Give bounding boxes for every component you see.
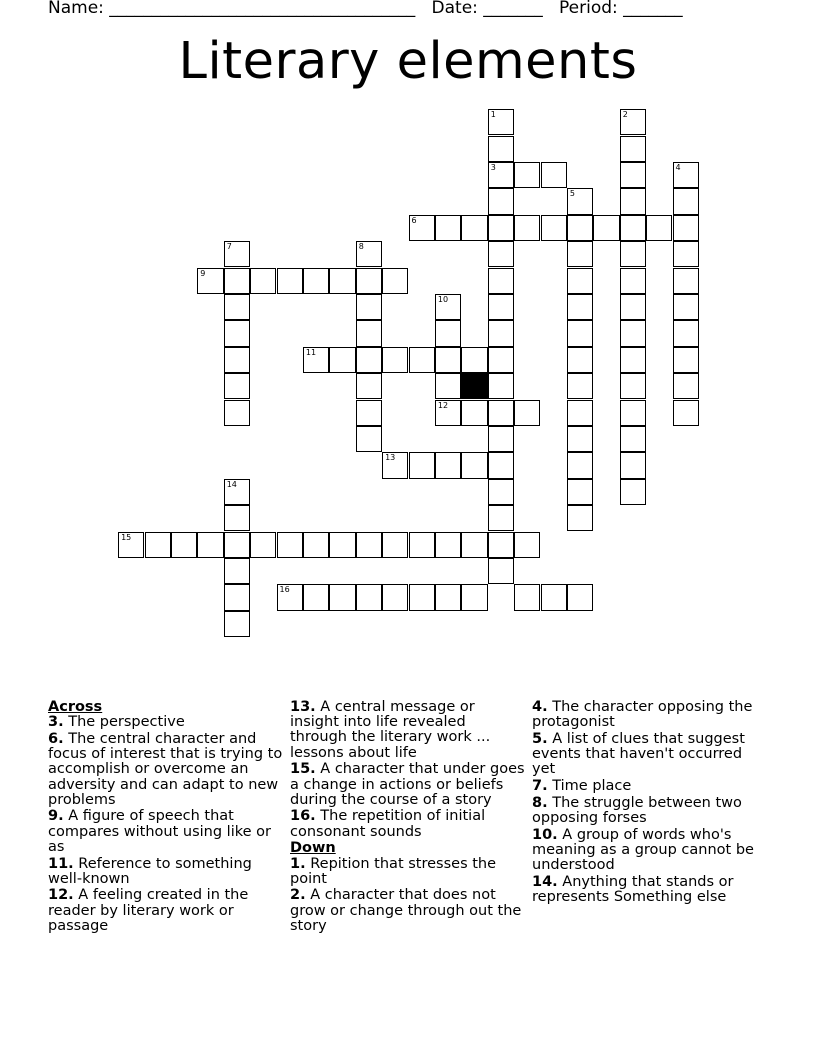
clue-across-13: 13. A central message or insight into life revealed through the literary work ... lessons about life (290, 699, 491, 761)
crossword-cell[interactable] (356, 294, 382, 320)
crossword-cell[interactable] (673, 188, 699, 214)
clue-number: 3 (490, 162, 496, 172)
crossword-cell[interactable] (567, 452, 593, 478)
crossword-cell[interactable] (488, 136, 514, 162)
crossword-cell[interactable] (118, 532, 144, 558)
crossword-cell[interactable] (197, 532, 223, 558)
clue-down-10: 10. A group of words who's meaning as a group cannot be understood (532, 826, 754, 874)
period-field[interactable]: Period: _______ (559, 0, 683, 18)
clue-across-3: 3. The perspective (48, 714, 185, 731)
blocked-cell (461, 373, 487, 399)
crossword-cell[interactable] (673, 294, 699, 320)
crossword-cell[interactable] (461, 215, 487, 241)
crossword-cell[interactable] (435, 532, 461, 558)
down-heading: Down (290, 840, 336, 857)
clue-down-8: 8. The struggle between two opposing forses (532, 794, 742, 826)
crossword-cell[interactable] (488, 426, 514, 452)
crossword-cell[interactable] (224, 268, 250, 294)
crossword-cell[interactable] (620, 479, 646, 505)
crossword-cell[interactable] (673, 241, 699, 267)
crossword-cell[interactable] (382, 347, 408, 373)
crossword-cell[interactable] (303, 347, 329, 373)
crossword-cell[interactable] (620, 136, 646, 162)
crossword-cell[interactable] (171, 532, 197, 558)
clue-down-2: 2. A character that does not grow or change through out the story (290, 887, 522, 934)
crossword-cell[interactable] (620, 109, 646, 135)
crossword-cell[interactable] (329, 268, 355, 294)
crossword-cell[interactable] (356, 268, 382, 294)
crossword-cell[interactable] (224, 294, 250, 320)
crossword-cell[interactable] (409, 532, 435, 558)
crossword-cell[interactable] (488, 320, 514, 346)
crossword-cell[interactable] (620, 188, 646, 214)
clue-across-6: 6. The central character and focus of interest that is trying to accomplish or overcome an adversity and can adapt to new problems (48, 730, 283, 808)
crossword-cell[interactable] (356, 320, 382, 346)
crossword-cell[interactable] (567, 215, 593, 241)
crossword-cell[interactable] (435, 215, 461, 241)
crossword-cell[interactable] (488, 109, 514, 135)
crossword-cell[interactable] (567, 347, 593, 373)
crossword-cell[interactable] (277, 268, 303, 294)
crossword-cell[interactable] (382, 532, 408, 558)
crossword-cell[interactable] (356, 241, 382, 267)
crossword-cell[interactable] (673, 268, 699, 294)
clue-number: 4 (675, 162, 681, 172)
crossword-cell[interactable] (329, 532, 355, 558)
crossword-cell[interactable] (435, 294, 461, 320)
crossword-cell[interactable] (541, 162, 567, 188)
crossword-cell[interactable] (145, 532, 171, 558)
crossword-cell[interactable] (224, 320, 250, 346)
crossword-cell[interactable] (329, 584, 355, 610)
crossword-cell[interactable] (224, 611, 250, 637)
clue-number: 1 (490, 110, 496, 120)
crossword-cell[interactable] (514, 162, 540, 188)
clue-across-16: 16. The repetition of initial consonant sounds (290, 808, 486, 840)
crossword-cell[interactable] (224, 400, 250, 426)
crossword-cell[interactable] (488, 558, 514, 584)
crossword-cell[interactable] (567, 505, 593, 531)
crossword-cell[interactable] (356, 532, 382, 558)
crossword-cell[interactable] (356, 347, 382, 373)
crossword-cell[interactable] (567, 479, 593, 505)
crossword-cell[interactable] (277, 532, 303, 558)
crossword-cell[interactable] (461, 584, 487, 610)
crossword-cell[interactable] (435, 373, 461, 399)
crossword-cell[interactable] (567, 294, 593, 320)
crossword-cell[interactable] (673, 162, 699, 188)
crossword-cell[interactable] (303, 532, 329, 558)
crossword-cell[interactable] (620, 320, 646, 346)
crossword-cell[interactable] (488, 452, 514, 478)
crossword-cell[interactable] (620, 215, 646, 241)
clue-number: 6 (411, 215, 417, 225)
crossword-cell[interactable] (409, 347, 435, 373)
crossword-cell[interactable] (541, 584, 567, 610)
crossword-cell[interactable] (382, 268, 408, 294)
crossword-cell[interactable] (461, 532, 487, 558)
crossword-cell[interactable] (567, 188, 593, 214)
crossword-cell[interactable] (224, 505, 250, 531)
crossword-cell[interactable] (435, 452, 461, 478)
clue-number: 15 (121, 532, 132, 542)
crossword-cell[interactable] (488, 268, 514, 294)
name-field[interactable]: Name: ____________________________________ (48, 0, 416, 18)
clue-column-2 (290, 700, 526, 936)
crossword-cell[interactable] (303, 268, 329, 294)
crossword-cell[interactable] (356, 584, 382, 610)
crossword-cell[interactable] (461, 400, 487, 426)
crossword-cell[interactable] (382, 584, 408, 610)
crossword-cell[interactable] (356, 400, 382, 426)
date-field[interactable]: Date: _______ (431, 0, 543, 18)
crossword-cell[interactable] (356, 373, 382, 399)
clue-number: 16 (279, 585, 290, 595)
clue-across-11: 11. Reference to something well-known (48, 855, 252, 887)
crossword-cell[interactable] (620, 373, 646, 399)
clue-column-3 (532, 700, 768, 907)
crossword-cell[interactable] (409, 215, 435, 241)
clue-number: 8 (358, 242, 364, 252)
crossword-cell[interactable] (224, 347, 250, 373)
clue-number: 10 (437, 294, 449, 304)
crossword-cell[interactable] (197, 268, 223, 294)
crossword-cell[interactable] (620, 294, 646, 320)
crossword-cell[interactable] (461, 347, 487, 373)
crossword-cell[interactable] (620, 162, 646, 188)
clue-number: 11 (305, 347, 317, 357)
clue-number: 12 (437, 400, 449, 410)
crossword-cell[interactable] (567, 426, 593, 452)
crossword-cell[interactable] (567, 268, 593, 294)
crossword-cell[interactable] (514, 215, 540, 241)
clue-number: 5 (569, 189, 575, 199)
clue-column-1 (48, 700, 284, 936)
crossword-cell[interactable] (224, 532, 250, 558)
crossword-cell[interactable] (435, 347, 461, 373)
crossword-cell[interactable] (488, 505, 514, 531)
crossword-cell[interactable] (488, 215, 514, 241)
clue-down-5: 5. A list of clues that suggest events that haven't occurred yet (532, 730, 745, 778)
clue-number: 7 (226, 242, 232, 252)
crossword-cell[interactable] (224, 584, 250, 610)
crossword-cell[interactable] (620, 452, 646, 478)
crossword-cell[interactable] (673, 400, 699, 426)
crossword-cell[interactable] (488, 294, 514, 320)
crossword-cell[interactable] (224, 373, 250, 399)
crossword-cell[interactable] (673, 320, 699, 346)
clue-across-9: 9. A figure of speech that compares without using like or as (48, 808, 271, 855)
crossword-cell[interactable] (488, 188, 514, 214)
crossword-cell[interactable] (356, 426, 382, 452)
crossword-cell[interactable] (488, 532, 514, 558)
clue-down-14: 14. Anything that stands or represents Something else (532, 873, 734, 905)
crossword-cell[interactable] (382, 452, 408, 478)
crossword-cell[interactable] (303, 584, 329, 610)
crossword-cell[interactable] (541, 215, 567, 241)
crossword-cell[interactable] (567, 373, 593, 399)
crossword-cell[interactable] (673, 373, 699, 399)
crossword-cell[interactable] (488, 347, 514, 373)
crossword-cell[interactable] (409, 584, 435, 610)
crossword-cell[interactable] (673, 347, 699, 373)
crossword-cell[interactable] (435, 400, 461, 426)
crossword-cell[interactable] (673, 215, 699, 241)
clue-number: 9 (200, 268, 206, 278)
crossword-cell[interactable] (488, 400, 514, 426)
crossword-cell[interactable] (277, 584, 303, 610)
clue-number: 14 (226, 479, 237, 489)
crossword-cell[interactable] (646, 215, 672, 241)
crossword-cell[interactable] (224, 479, 250, 505)
crossword-cell[interactable] (435, 320, 461, 346)
crossword-cell[interactable] (620, 400, 646, 426)
crossword-cell[interactable] (329, 347, 355, 373)
crossword-cell[interactable] (567, 400, 593, 426)
crossword-cell[interactable] (250, 532, 276, 558)
crossword-cell[interactable] (409, 452, 435, 478)
crossword-cell[interactable] (488, 373, 514, 399)
crossword-cell[interactable] (620, 241, 646, 267)
crossword-cell[interactable] (593, 215, 619, 241)
crossword-cell[interactable] (224, 558, 250, 584)
clue-down-4: 4. The character opposing the protagonist (532, 699, 753, 731)
crossword-cell[interactable] (620, 347, 646, 373)
crossword-cell[interactable] (250, 268, 276, 294)
crossword-cell[interactable] (514, 532, 540, 558)
crossword-cell[interactable] (620, 268, 646, 294)
crossword-cell[interactable] (514, 400, 540, 426)
across-heading: Across (48, 699, 103, 715)
crossword-cell[interactable] (224, 241, 250, 267)
clue-down-1: 1. Repition that stresses the point (290, 855, 497, 887)
clue-across-15: 15. A character that under goes a change in actions or beliefs during the course of a story (290, 761, 525, 808)
crossword-cell[interactable] (488, 162, 514, 188)
clue-number: 13 (385, 453, 396, 463)
crossword-cell[interactable] (514, 584, 540, 610)
page-title: Literary elements (178, 32, 638, 91)
crossword-cell[interactable] (620, 426, 646, 452)
clue-number: 2 (622, 110, 628, 120)
crossword-cell[interactable] (567, 241, 593, 267)
crossword-cell[interactable] (435, 584, 461, 610)
crossword-cell[interactable] (567, 584, 593, 610)
crossword-cell[interactable] (461, 452, 487, 478)
clue-down-7: 7. Time place (532, 778, 632, 795)
clue-across-12: 12. A feeling created in the reader by literary work or passage (48, 887, 249, 934)
crossword-cell[interactable] (488, 479, 514, 505)
crossword-cell[interactable] (567, 320, 593, 346)
crossword-cell[interactable] (488, 241, 514, 267)
